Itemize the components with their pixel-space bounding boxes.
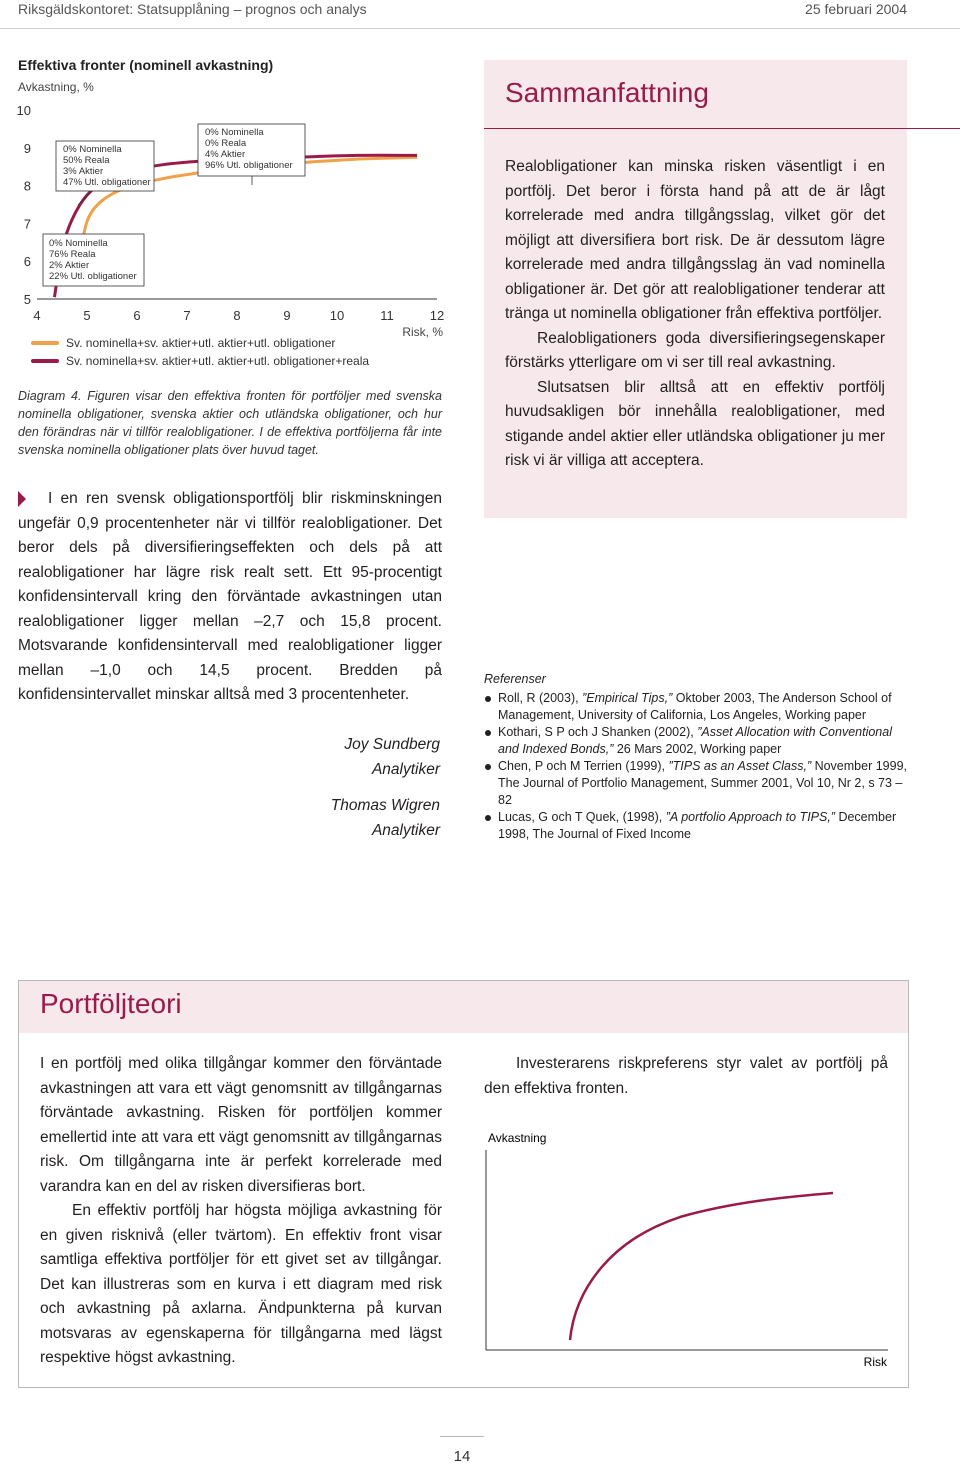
annotation-2-line-4: 96% Utl. obligationer (205, 160, 293, 171)
signature-2-role: Analytiker (371, 822, 440, 839)
portfoljteori-column-1 (40, 1052, 442, 1371)
y-tick-label: 5 (23, 292, 31, 307)
page-number: 14 (453, 1448, 471, 1464)
legend-red-label: Sv. nominella+sv. aktier+utl. aktier+utl. obligationer+reala (66, 354, 370, 368)
y-tick-label: 7 (23, 216, 31, 232)
chart-caption: Diagram 4. Figuren visar den effektiva fronten för portföljer med svenska nominella obligationer, svenska aktier och utländska obligationer, och hur den förändras när vi tillför realobligationer. I de effektiva portföljerna får inte svenska nominella obligationer plats över huvud taget. (18, 389, 442, 457)
frontier-illustration (484, 1120, 894, 1370)
page-number-rule (440, 1436, 484, 1437)
summary-text (505, 155, 885, 474)
signature-2-name: Thomas Wigren (330, 797, 440, 814)
annotation-1-line-4: 47% Utl. obligationer (63, 177, 151, 188)
mini-frontier-curve (570, 1193, 833, 1340)
references-list (484, 690, 908, 843)
x-tick-label: 4 (33, 308, 41, 323)
summary-paragraph-1: Realobligationer kan minska risken väsentligt i en portfölj. Det beror i första hand på att de är lågt korrelerade med andra tillgångsslag, vilket gör det möjligt att diversifiera bort risk. De är dessutom lägre korrelerade med andra tillgångsslag än vad nominella obligationer är. Det gör att realobligationer tenderar att tränga ut nominella obligationer från effektiva portföljer. (505, 158, 885, 322)
signature-1-role: Analytiker (371, 761, 440, 778)
annotation-3-line-3: 2% Aktier (49, 260, 90, 271)
summary-divider (484, 128, 960, 129)
x-tick-label: 9 (283, 308, 291, 323)
x-tick-label: 10 (329, 308, 345, 323)
reference-item: Chen, P och M Terrien (1999), ”TIPS as an Asset Class,” November 1999, The Journal of Portfolio Management, Summer 2001, Vol 10, Nr 2, s 73 – 82 (484, 758, 908, 809)
reference-item: Roll, R (2003), ”Empirical Tips,” Oktober 2003, The Anderson School of Management, University of California, Los Angeles, Working paper (484, 690, 908, 724)
y-tick-label: 8 (23, 178, 31, 194)
mini-chart-y-label: Avkastning (488, 1131, 547, 1145)
x-tick-label: 5 (83, 308, 91, 323)
chart-title: Effektiva fronter (nominell avkastning) (18, 57, 274, 73)
main-paragraph: I en ren svensk obligationsportfölj blir riskminskningen ungefär 0,9 procentenheter när vi tillför realobligationer. Det beror dels på diversifieringseffekten och dels på att realobligationer har lägre risk realt sett. Ett 95-procentigt konfidensintervall kring den förväntade avkastningen utan realobligationer ligger mellan –2,7 och 15,8 procent. Motsvarande konfidensintervall med realobligationer ligger mellan –1,0 och 14,5 procent. Bredden på konfidensintervallet minskar alltså med 3 procentenheter. (18, 490, 442, 703)
chart-y-axis-label: Avkastning, % (18, 80, 94, 94)
x-tick-label: 7 (183, 308, 191, 323)
annotation-3-line-1: 0% Nominella (49, 238, 108, 249)
reference-item: Kothari, S P och J Shanken (2002), ”Asset Allocation with Conventional and Indexed Bonds,” 26 Mars 2002, Working paper (484, 724, 908, 758)
portfoljteori-column-2: Investerarens riskpreferens styr valet av portfölj på den effektiva fronten. (484, 1055, 888, 1097)
annotation-box-3 (43, 234, 144, 286)
header-divider (0, 28, 960, 29)
x-tick-label: 8 (233, 308, 241, 323)
mini-chart-x-label: Risk (863, 1355, 887, 1369)
efficient-frontier-chart (0, 96, 460, 378)
summary-paragraph-2: Realobligationers goda diversifieringsegenskaper förstärks ytterligare om vi ser till real avkastning. (505, 329, 885, 371)
y-tick-label: 6 (23, 254, 31, 270)
annotation-1-line-1: 0% Nominella (63, 144, 122, 155)
signature-1-name: Joy Sundberg (344, 736, 440, 753)
portfoljteori-paragraph-1: I en portfölj med olika tillgångar kommer den förväntade avkastningen att vara ett vägt genomsnitt av tillgångarnas förväntade avkastning. Risken för portföljen kommer emellertid inte att vara ett vägt genomsnitt av tillgångarnas risk. Om tillgångarna inte är perfekt korrelerade med varandra kan en del av risken diversifieras bort. (40, 1055, 442, 1195)
annotation-2-line-2: 0% Reala (205, 138, 247, 149)
portfoljteori-paragraph-2: En effektiv portfölj har högsta möjliga avkastning för en given risknivå (eller tvärtom). En effektiv front visar samtliga effektiva portföljer för ett givet set av tillgångar. Det kan illustreras som en kurva i ett diagram med risk och avkastning på axlarna. Ändpunkterna på kurvan motsvaras av egenskaperna för tillgångarna med lägst respektive högst avkastning. (40, 1202, 442, 1366)
annotation-3-line-4: 22% Utl. obligationer (49, 271, 137, 282)
legend-orange-label: Sv. nominella+sv. aktier+utl. aktier+utl. obligationer (66, 336, 336, 350)
header-left: Riksgäldskontoret: Statsupplåning – prognos och analys (18, 1, 367, 17)
chart-x-axis-label: Risk, % (402, 325, 443, 339)
summary-title: Sammanfattning (505, 77, 709, 108)
x-tick-label: 11 (380, 308, 394, 323)
annotation-3-line-2: 76% Reala (49, 249, 96, 260)
annotation-2-line-1: 0% Nominella (205, 127, 264, 138)
annotation-box-1 (56, 141, 154, 205)
x-tick-label: 6 (133, 308, 141, 323)
annotation-2-line-3: 4% Aktier (205, 149, 246, 160)
references-heading: Referenser (484, 672, 546, 686)
x-tick-label: 12 (429, 308, 445, 323)
portfoljteori-title: Portföljteori (40, 988, 182, 1019)
annotation-1-line-2: 50% Reala (63, 155, 110, 166)
header-date: 25 februari 2004 (805, 1, 907, 17)
y-tick-label: 10 (16, 103, 31, 118)
annotation-1-line-3: 3% Aktier (63, 166, 104, 177)
y-tick-label: 9 (23, 140, 31, 156)
reference-item: Lucas, G och T Quek, (1998), ”A portfolio Approach to TIPS,” December 1998, The Journal of Fixed Income (484, 809, 908, 843)
summary-paragraph-3: Slutsatsen blir alltså att en effektiv portfölj huvudsakligen bör innehålla realobligationer, med stigande andel aktier eller utländska obligationer ju mer risk vi är villiga att acceptera. (505, 378, 885, 469)
annotation-box-2 (198, 124, 305, 185)
